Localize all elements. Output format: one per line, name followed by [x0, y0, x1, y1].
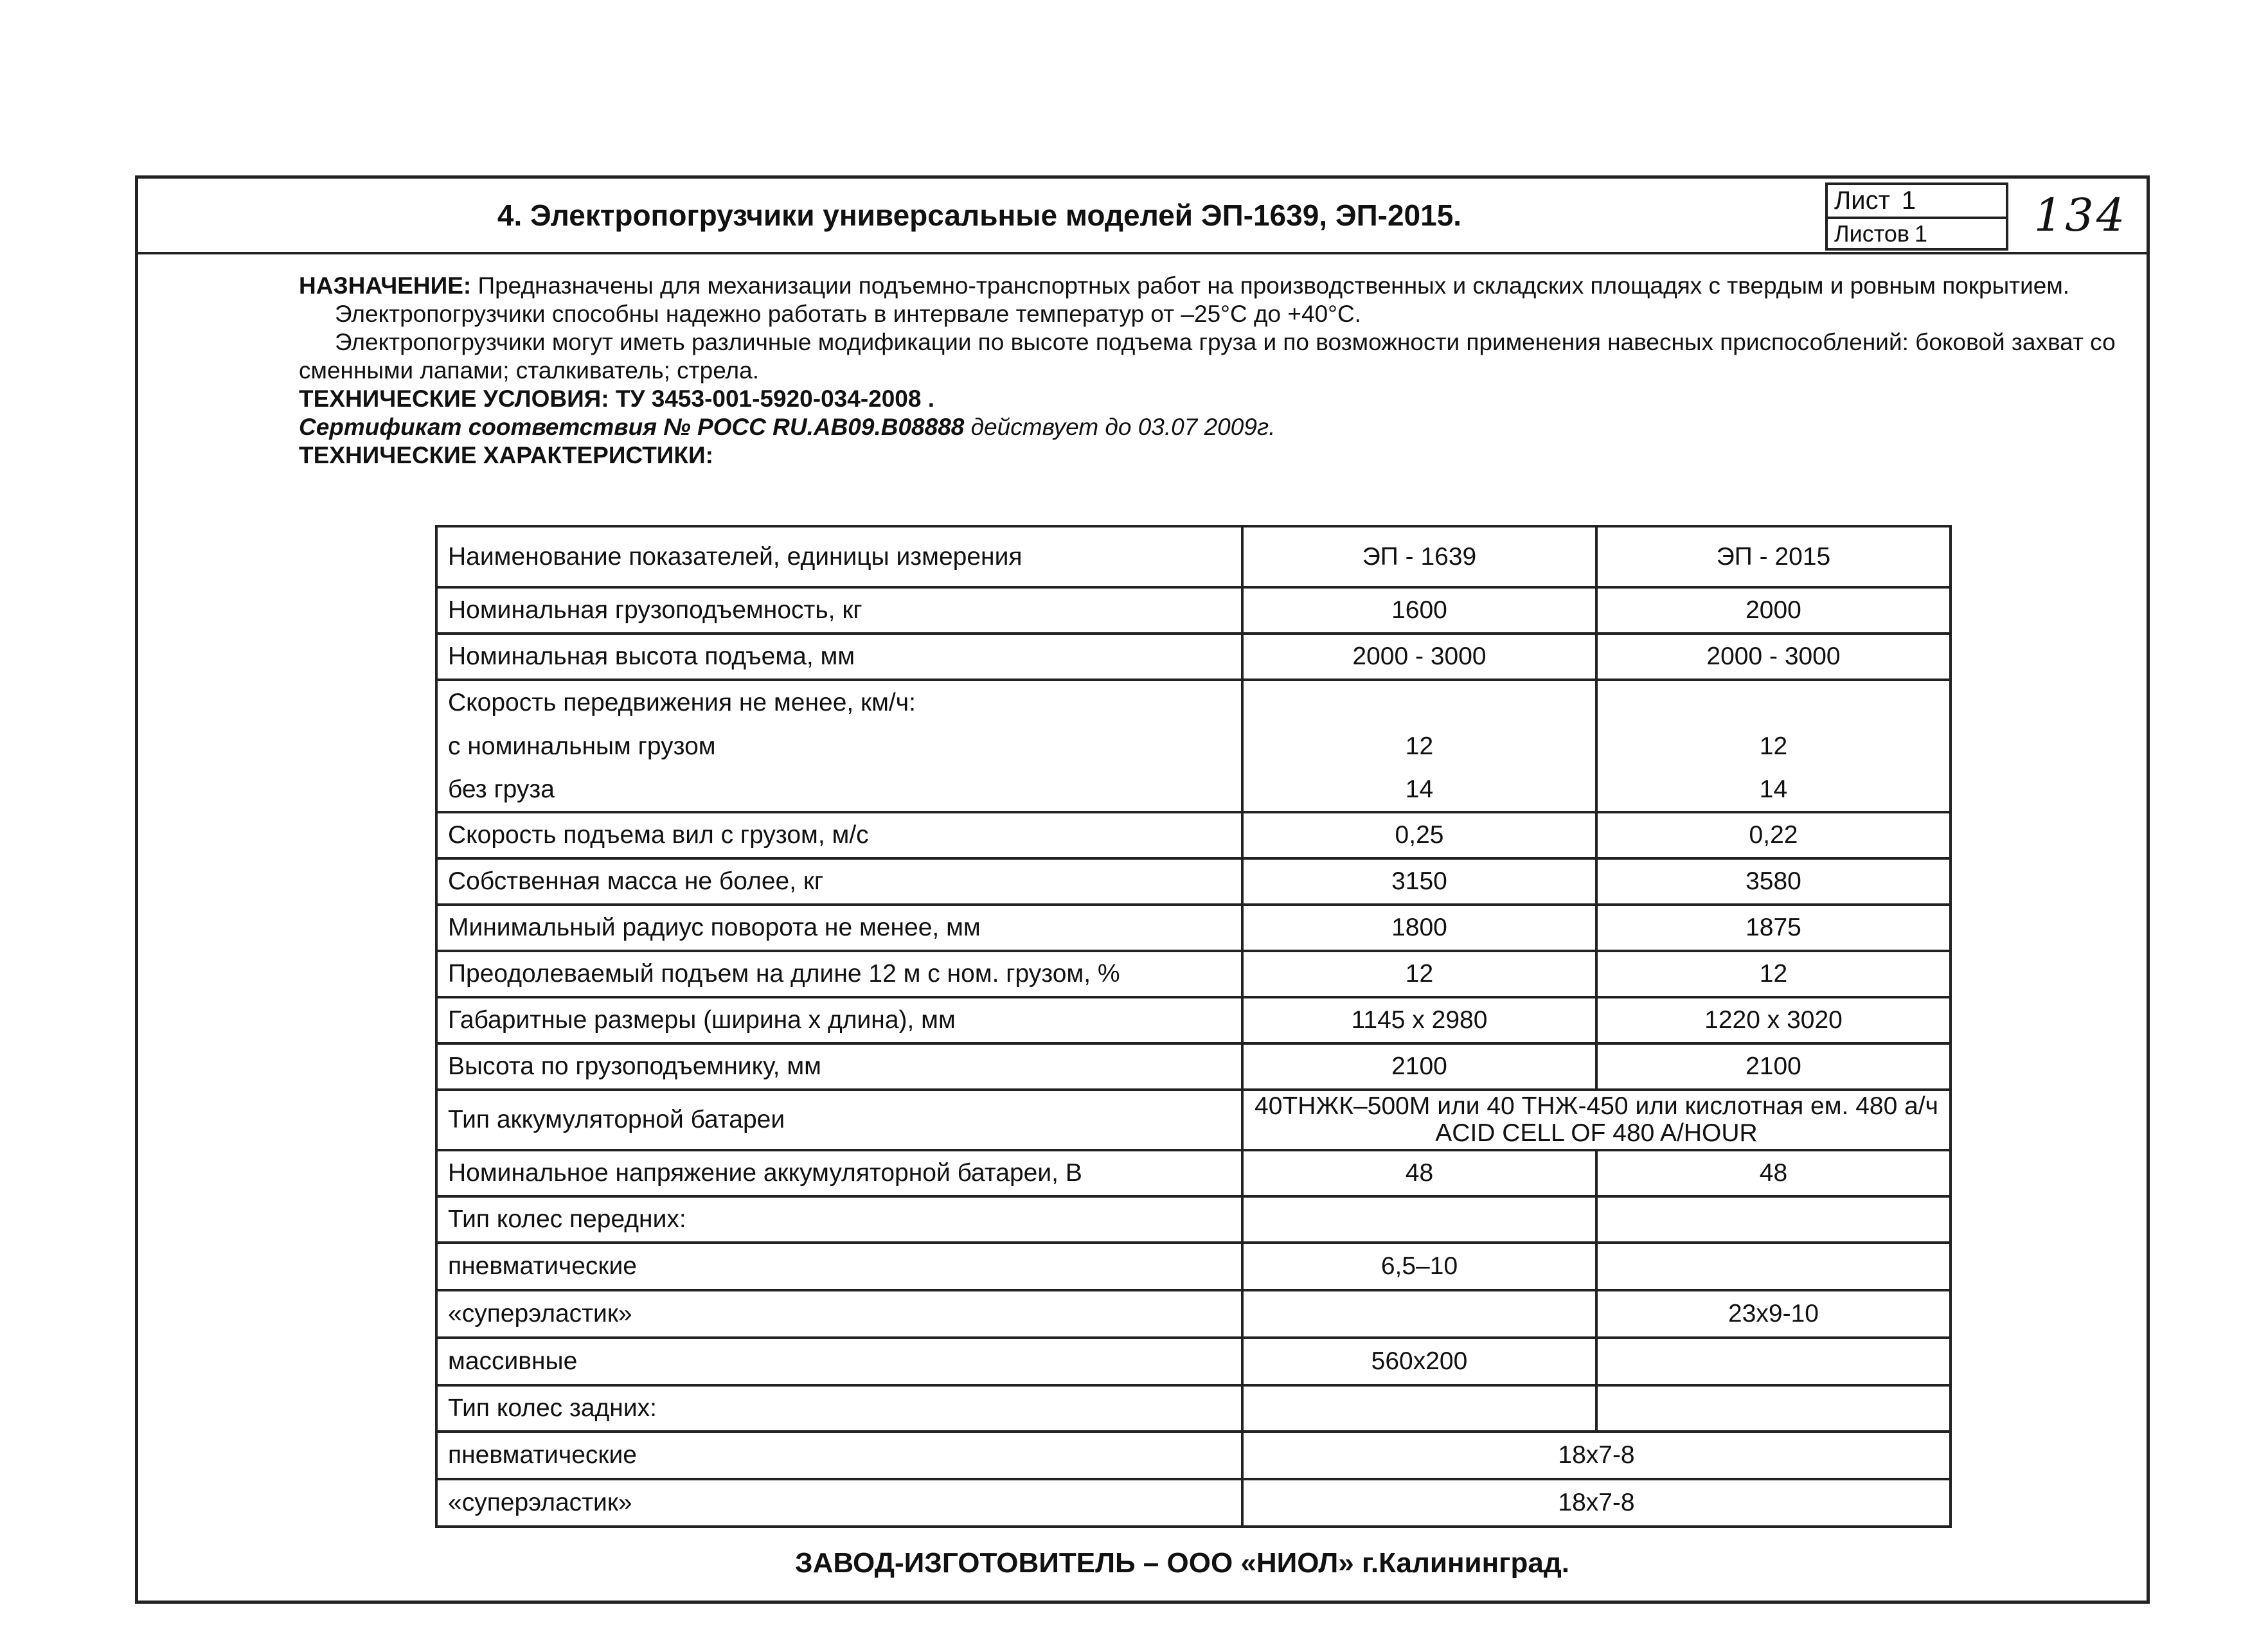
certificate-validity: действует до 03.07 2009г.	[970, 414, 1276, 440]
sheets-label: Листов	[1834, 220, 1909, 247]
row-value-ep2015: 3580	[1596, 858, 1951, 905]
row-sub-label: с номинальным грузом	[436, 725, 1242, 768]
table-row	[436, 1196, 1951, 1243]
temperature-paragraph: Электропогрузчики способны надежно работать в интервале температур от –25°С до +40°С.	[335, 301, 1361, 327]
row-value-ep2015	[1596, 1243, 1951, 1290]
row-label: Собственная масса не более, кг	[436, 858, 1242, 905]
row-value-ep2015	[1596, 680, 1951, 725]
table-row	[436, 725, 1951, 768]
tech-conditions: ТЕХНИЧЕСКИЕ УСЛОВИЯ: ТУ 3453-001-5920-034-2008 .	[299, 386, 935, 412]
purpose-label: НАЗНАЧЕНИЕ:	[299, 272, 472, 299]
row-sub-label: пневматические	[436, 1432, 1242, 1479]
certificate-number: Сертификат соответствия № РОСС RU.AB09.B08888	[299, 414, 965, 440]
table-row	[436, 858, 1951, 905]
manufacturer-footer: ЗАВОД-ИЗГОТОВИТЕЛЬ – ООО «НИОЛ» г.Калининград.	[795, 1547, 1569, 1579]
sheet-number: 1	[1901, 186, 1916, 215]
row-value-shared: 18х7-8	[1242, 1479, 1951, 1527]
row-group-title: Тип колес передних:	[436, 1196, 1242, 1243]
table-row	[436, 812, 1951, 858]
header-cell-ep1639: ЭП - 1639	[1242, 526, 1596, 587]
header-cell-name: Наименование показателей, единицы измерения	[436, 526, 1242, 587]
row-label: Преодолеваемый подъем на длине 12 м с ном. грузом, %	[436, 951, 1242, 997]
table-row	[436, 1479, 1951, 1527]
certificate-paragraph	[299, 413, 2118, 441]
table-row	[436, 1385, 1951, 1432]
header-row	[138, 179, 2147, 254]
row-sub-label: массивные	[436, 1338, 1242, 1385]
row-value-ep2015	[1596, 1196, 1951, 1243]
table-row	[436, 1150, 1951, 1196]
table-row	[436, 1090, 1951, 1150]
table-header-row	[436, 526, 1951, 587]
row-sub-label: без груза	[436, 768, 1242, 812]
row-value-ep1639	[1242, 1196, 1596, 1243]
row-label: Скорость подъема вил с грузом, м/с	[436, 812, 1242, 858]
purpose-text: Предназначены для механизации подъемно-транспортных работ на производственных и складских площадях с твердым и ровным покрытием.	[478, 272, 2070, 299]
sheet-number-line	[1828, 185, 2006, 217]
row-value-ep1639	[1242, 1385, 1596, 1432]
row-value-ep1639	[1242, 680, 1596, 725]
row-label: Номинальное напряжение аккумуляторной батареи, В	[436, 1150, 1242, 1196]
row-value-ep2015: 23х9-10	[1596, 1290, 1951, 1338]
row-label: Тип аккумуляторной батареи	[436, 1090, 1242, 1150]
row-value-ep1639: 1145 х 2980	[1242, 997, 1596, 1043]
table-row	[436, 1290, 1951, 1338]
table-row	[436, 680, 1951, 725]
row-value-ep2015: 2000	[1596, 587, 1951, 634]
row-value-ep2015: 14	[1596, 768, 1951, 812]
row-value-ep2015: 1220 х 3020	[1596, 997, 1951, 1043]
row-value-ep2015	[1596, 1385, 1951, 1432]
table-row	[436, 1043, 1951, 1090]
row-value-ep1639	[1242, 1290, 1596, 1338]
table-row	[436, 905, 1951, 951]
row-label: Высота по грузоподъемнику, мм	[436, 1043, 1242, 1090]
handwritten-page-number: 134	[2033, 189, 2128, 242]
table-row	[436, 1432, 1951, 1479]
row-label: Минимальный радиус поворота не менее, мм	[436, 905, 1242, 951]
row-value-ep2015: 2000 - 3000	[1596, 634, 1951, 680]
row-sub-label: «суперэластик»	[436, 1290, 1242, 1338]
row-value-ep1639: 2100	[1242, 1043, 1596, 1090]
table-row	[436, 634, 1951, 680]
row-value-ep1639: 1800	[1242, 905, 1596, 951]
row-value-ep1639: 1600	[1242, 587, 1596, 634]
row-value-ep1639: 0,25	[1242, 812, 1596, 858]
page-title: 4. Электропогрузчики универсальные моделей ЭП-1639, ЭП-2015.	[497, 199, 1462, 232]
sheets-total-line	[1828, 217, 2006, 248]
sheet-label: Лист	[1834, 186, 1890, 215]
table-row	[436, 1338, 1951, 1385]
modifications-paragraph: Электропогрузчики могут иметь различные модификации по высоте подъема груза и по возможности применения навесных приспособлений: боковой захват со сменными лапами; сталкиватель; стрела.	[299, 329, 2116, 384]
row-value-ep2015: 1875	[1596, 905, 1951, 951]
row-value-shared: 18х7-8	[1242, 1432, 1951, 1479]
row-sub-label: «суперэластик»	[436, 1479, 1242, 1527]
row-sub-label: пневматические	[436, 1243, 1242, 1290]
table-row	[436, 768, 1951, 812]
table-row	[436, 951, 1951, 997]
row-group-title: Скорость передвижения не менее, км/ч:	[436, 680, 1242, 725]
table-row	[436, 587, 1951, 634]
row-label: Габаритные размеры (ширина х длина), мм	[436, 997, 1242, 1043]
row-value-ep1639: 560х200	[1242, 1338, 1596, 1385]
row-value-ep1639: 12	[1242, 725, 1596, 768]
row-value-ep2015: 12	[1596, 725, 1951, 768]
specs-table	[435, 525, 1952, 1528]
sheets-total: 1	[1914, 220, 1927, 247]
row-value-ep2015: 48	[1596, 1150, 1951, 1196]
header-cell-ep2015: ЭП - 2015	[1596, 526, 1951, 587]
purpose-paragraph	[299, 272, 2118, 300]
row-value-ep2015: 12	[1596, 951, 1951, 997]
sheet-info-box	[1825, 182, 2008, 251]
row-label: Номинальная высота подъема, мм	[436, 634, 1242, 680]
row-group-title: Тип колес задних:	[436, 1385, 1242, 1432]
row-value-ep1639: 3150	[1242, 858, 1596, 905]
row-value-ep2015: 0,22	[1596, 812, 1951, 858]
table-row	[436, 1243, 1951, 1290]
intro-section	[299, 272, 2118, 470]
row-value-ep1639: 14	[1242, 768, 1596, 812]
row-value-ep1639: 12	[1242, 951, 1596, 997]
row-value-ep1639: 2000 - 3000	[1242, 634, 1596, 680]
specs-heading: ТЕХНИЧЕСКИЕ ХАРАКТЕРИСТИКИ:	[299, 442, 713, 468]
row-value-shared: 40ТНЖК–500М или 40 ТНЖ-450 или кислотная ем. 480 а/ч ACID CELL OF 480 A/HOUR	[1242, 1090, 1951, 1150]
row-label: Номинальная грузоподъемность, кг	[436, 587, 1242, 634]
table-row	[436, 997, 1951, 1043]
row-value-ep2015	[1596, 1338, 1951, 1385]
row-value-ep2015: 2100	[1596, 1043, 1951, 1090]
row-value-ep1639: 48	[1242, 1150, 1596, 1196]
row-value-ep1639: 6,5–10	[1242, 1243, 1596, 1290]
